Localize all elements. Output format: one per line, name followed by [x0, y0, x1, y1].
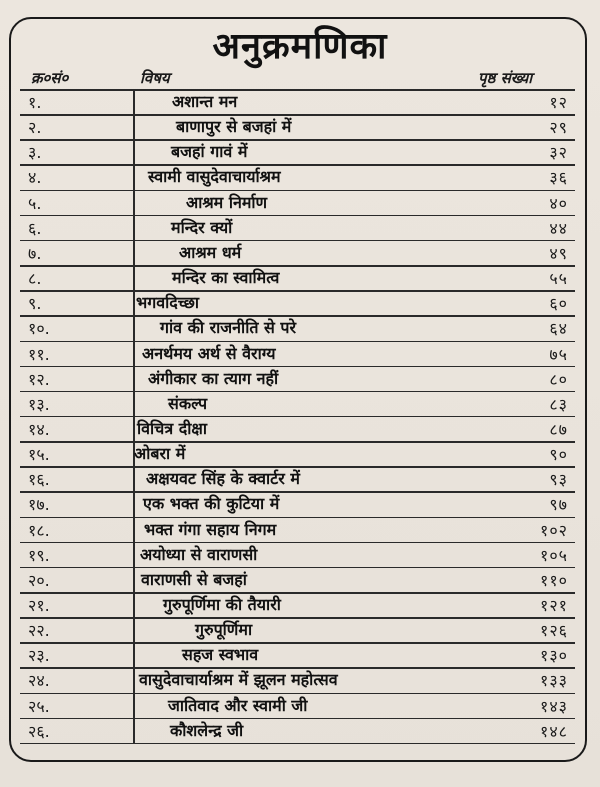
table-row [0, 164, 600, 189]
page-number: ८० [549, 369, 568, 389]
chapter-title: मन्दिर का स्वामित्व [172, 268, 280, 288]
serial-number: १३. [28, 394, 50, 414]
table-row [0, 89, 600, 114]
page-number: ३६ [549, 168, 568, 188]
table-row [0, 139, 600, 164]
page-number: ४४ [549, 218, 568, 238]
table-row [0, 466, 600, 491]
page-number: १३० [540, 646, 568, 666]
serial-number: १७. [28, 495, 50, 515]
serial-number: २६. [28, 721, 50, 741]
chapter-title: जातिवाद और स्वामी जी [168, 695, 308, 715]
page-number: ६४ [549, 319, 568, 339]
serial-number: २२. [28, 621, 50, 641]
page-number: ८३ [549, 394, 568, 414]
header-page-number: पृष्ठ संख्या [478, 69, 533, 87]
table-row [0, 240, 600, 265]
page-number: १४३ [540, 696, 568, 716]
page-number: ४९ [549, 243, 568, 263]
serial-number: ११. [28, 344, 50, 364]
page-number: १०२ [540, 520, 568, 540]
serial-number: २३. [28, 646, 50, 666]
chapter-title: भक्त गंगा सहाय निगम [144, 519, 277, 539]
serial-number: २४. [28, 671, 50, 691]
chapter-title: आश्रम निर्माण [186, 192, 268, 212]
page-number: १२१ [540, 596, 568, 615]
chapter-title: आश्रम धर्म [179, 242, 242, 262]
table-row [0, 391, 600, 416]
page-number: ९० [549, 445, 568, 465]
chapter-title: वासुदेवाचार्याश्रम में झूलन महोत्सव [139, 670, 338, 690]
serial-number: १. [28, 93, 42, 112]
table-row [0, 441, 600, 466]
header-subject: विषय [140, 69, 170, 87]
chapter-title: वाराणसी से बजहां [141, 569, 247, 589]
serial-number: १५. [28, 445, 50, 465]
page-number: ९३ [549, 470, 568, 490]
serial-number: ४. [28, 168, 42, 188]
chapter-title: गुरुपूर्णिमा की तैयारी [163, 595, 281, 614]
chapter-title: एक भक्त की कुटिया में [143, 494, 280, 514]
page-number: २९ [549, 118, 568, 138]
page-number: ९७ [549, 495, 568, 515]
table-row [0, 315, 600, 340]
serial-number: १४. [28, 419, 50, 439]
header-serial-number: क्र०सं० [31, 69, 69, 87]
page-number: १४८ [540, 721, 568, 741]
page-number: ७५ [549, 344, 568, 364]
chapter-title: कौशलेन्द्र जी [170, 720, 244, 740]
table-row [0, 265, 600, 290]
serial-number: २. [28, 118, 42, 138]
table-row [0, 215, 600, 240]
table-row [0, 517, 600, 542]
page-number: ३२ [549, 143, 568, 163]
serial-number: ७. [28, 243, 42, 263]
page-number: ६० [549, 294, 568, 314]
table-row [0, 592, 600, 617]
serial-number: १२. [28, 369, 50, 389]
table-row [0, 416, 600, 441]
page-number: ५५ [549, 269, 568, 289]
chapter-title: अंगीकार का त्याग नहीं [148, 368, 279, 388]
chapter-title: विचित्र दीक्षा [137, 418, 208, 438]
page-number: १३३ [540, 671, 568, 691]
serial-number: १८. [28, 520, 50, 540]
page-number: १२ [549, 93, 568, 112]
chapter-title: गांव की राजनीति से परे [160, 318, 297, 338]
page-number: ४० [549, 193, 568, 213]
page-title: अनुक्रमणिका [212, 26, 388, 67]
table-row [0, 114, 600, 139]
serial-number: २१. [28, 596, 50, 615]
serial-number: ९. [28, 294, 42, 314]
serial-number: ३. [28, 143, 42, 163]
table-row [0, 718, 600, 743]
serial-number: २५. [28, 696, 50, 716]
chapter-title: बजहां गावं में [171, 142, 248, 162]
table-row [0, 667, 600, 692]
chapter-title: सहज स्वभाव [182, 645, 259, 665]
chapter-title: संकल्प [168, 393, 208, 413]
row-divider [20, 743, 575, 745]
serial-number: १०. [28, 319, 50, 339]
serial-number: २०. [28, 570, 50, 590]
serial-number: ६. [28, 218, 42, 238]
chapter-title: अक्षयवट सिंह के क्वार्टर में [146, 469, 300, 489]
table-row [0, 341, 600, 366]
page-number: ८७ [549, 419, 568, 439]
serial-number: ५. [28, 193, 42, 213]
serial-number: ८. [28, 269, 42, 289]
table-row [0, 642, 600, 667]
chapter-title: अशान्त मन [172, 92, 238, 111]
table-row [0, 542, 600, 567]
chapter-title: मन्दिर क्यों [171, 217, 233, 237]
table-row [0, 567, 600, 592]
chapter-title: गुरुपूर्णिमा [195, 620, 253, 640]
table-row [0, 190, 600, 215]
chapter-title: भगवदिच्छा [136, 293, 200, 313]
chapter-title: बाणापुर से बजहां में [176, 117, 292, 137]
chapter-title: अयोध्या से वाराणसी [140, 544, 258, 564]
table-row [0, 491, 600, 516]
serial-number: १६. [28, 470, 50, 490]
page-number: १०५ [540, 545, 568, 565]
chapter-title: अनर्थमय अर्थ से वैराग्य [142, 343, 276, 363]
table-row [0, 617, 600, 642]
page-number: १२६ [540, 621, 568, 641]
table-row [0, 693, 600, 718]
table-row [0, 290, 600, 315]
chapter-title: स्वामी वासुदेवाचार्याश्रम [148, 167, 281, 187]
page-number: ११० [540, 570, 568, 590]
table-row [0, 366, 600, 391]
chapter-title: ओबरा में [134, 444, 186, 464]
serial-number: १९. [28, 545, 50, 565]
